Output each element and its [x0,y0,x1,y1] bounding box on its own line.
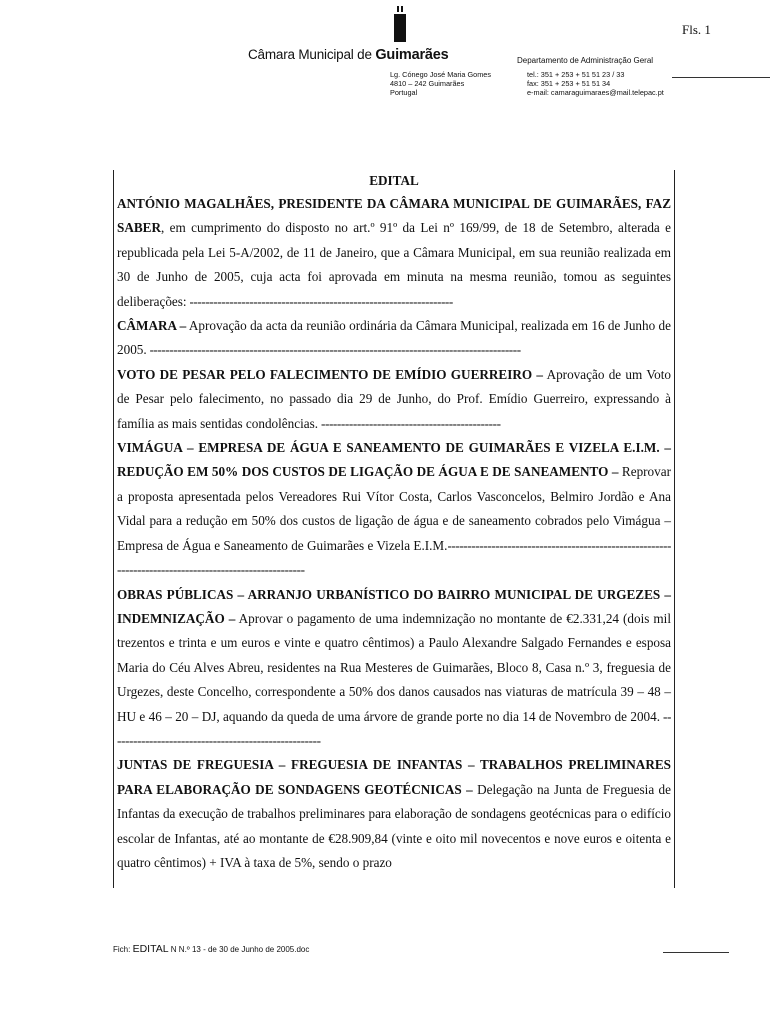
email-line: e-mail: camaraguimaraes@mail.telepac.pt [527,88,664,97]
phone-line: tel.: 351 + 253 + 51 51 23 / 33 [527,70,625,79]
file-footer [113,943,309,955]
address-line: 4810 – 242 Guimarães [390,79,465,88]
paragraph-heading: VIMÁGUA – EMPRESA DE ÁGUA E SANEAMENTO DE GUIMARÃES E VIZELA E.I.M. – REDUÇÃO EM 50% DOS CUSTOS DE LIGAÇÃO DE ÁGUA E DE SANEAMENTO – [117,440,671,480]
brand-prefix: Câmara Municipal de [248,47,372,62]
paragraph-text: Aprovação de um Voto de Pesar pelo falecimento, no passado dia 29 de Junho, do Prof. Emídio Guerreiro, expressando à família as mais sentidas condolências. [117,366,671,431]
footer-doc-title: EDITAL [132,943,169,955]
address-line: Lg. Cónego José Maria Gomes [390,70,491,79]
paragraph-fill-dashes: --------------------------------------------- [318,415,501,431]
paragraph-heading: OBRAS PÚBLICAS – ARRANJO URBANÍSTICO DO BAIRRO MUNICIPAL DE URGEZES – INDEMNIZAÇÃO – [117,586,671,626]
page-number: Fls. 1 [682,22,711,37]
document-title: EDITAL [369,173,419,188]
paragraph-heading: VOTO DE PESAR PELO FALECIMENTO DE EMÍDIO GUERREIRO – [117,366,544,382]
edital-paragraph [117,436,671,582]
footer-doc-name: N N.º 13 - de 30 de Junho de 2005.doc [170,945,310,954]
address-block [390,70,491,97]
contact-block [527,70,664,97]
municipal-logo-icon [393,6,407,42]
paragraph-text: Aprovar o pagamento de uma indemnização no montante de €2.331,24 (dois mil trezentos e trinta e um euros e vinte e quatro cêntimos) a Paulo Alexandre Salgado Fernandes e esposa Maria do Céu Alves Abreu, residentes na Rua Mesteres de Guimarães, Bloco 8, Casa n.º 3, freguesia de Urgezes, deste Concelho, correspondente a 50% dos danos causados nas viaturas de matrícula 39 – 48 – HU e 46 – 20 – DJ, aquando da queda de uma árvore de grande porte no dia 14 de Novembro de 2004. [117,610,672,724]
paragraph-fill-dashes: ------------------------------------------------------------------------------------------------------- [117,537,671,578]
edital-paragraph [117,314,671,363]
paragraph-heading: CÂMARA – [117,318,187,334]
footer-label: Fich: [113,945,131,954]
edital-paragraph [117,363,671,436]
paragraph-fill-dashes: ------------------------------------------------------------------ [186,293,453,309]
brand-name [248,47,449,63]
paragraph-heading: JUNTAS DE FREGUESIA – FREGUESIA DE INFANTAS – TRABALHOS PRELIMINARES PARA ELABORAÇÃO DE SONDAGENS GEOTÉCNICAS – [117,757,671,797]
edital-paragraph [117,192,671,314]
department-name: Departamento de Administração Geral [517,56,654,65]
paragraph-list [117,192,671,875]
brand-city: Guimarães [375,47,449,63]
header-rule [672,77,770,78]
paragraph-text: Delegação na Junta de Freguesia de Infantas da execução de trabalhos preliminares para elaboração de sondagens geotécnicas para o edifício escolar de Infantas, até ao montante de €28.909,84 (vinte e oito mil novecentos e nove euros e oitenta e quatro cêntimos) + IVA à taxa de 5%, sendo o prazo [117,781,671,870]
paragraph-text: , em cumprimento do disposto no art.º 91º da Lei nº 169/99, de 18 de Setembro, alterada e republicada pela Lei 5-A/2002, de 11 de Janeiro, que a Câmara Municipal, em sua reunião realizada em 30 de Junho de 2005, cuja acta foi aprovada em minuta na mesma reunião, tomou as seguintes deliberações: [117,220,671,309]
paragraph-text: Aprovação da acta da reunião ordinária da Câmara Municipal, realizada em 16 de Junho de 2005. [117,318,671,358]
edital-paragraph [117,753,671,875]
edital-paragraph [117,583,671,754]
edital-body [117,170,671,875]
paragraph-fill-dashes: --------------------------------------------------------------------------------------------- [146,342,521,358]
paragraph-text: Reprovar a proposta apresentada pelos Vereadores Rui Vítor Costa, Carlos Vasconcelos, Belmiro Jordão e Ana Vidal para a redução em 50% dos custos de ligação de água e de saneamento cobrados pelo Vimágua – Empresa de Água e Saneamento de Guimarães e Vizela E.I.M. [117,464,671,553]
paragraph-fill-dashes: ----------------------------------------------------- [117,708,671,748]
fax-line: fax: 351 + 253 + 51 51 34 [527,79,611,88]
paragraph-heading: ANTÓNIO MAGALHÃES, PRESIDENTE DA CÂMARA MUNICIPAL DE GUIMARÃES, FAZ SABER [117,196,671,236]
footer-rule [663,952,729,953]
address-line: Portugal [390,88,418,97]
